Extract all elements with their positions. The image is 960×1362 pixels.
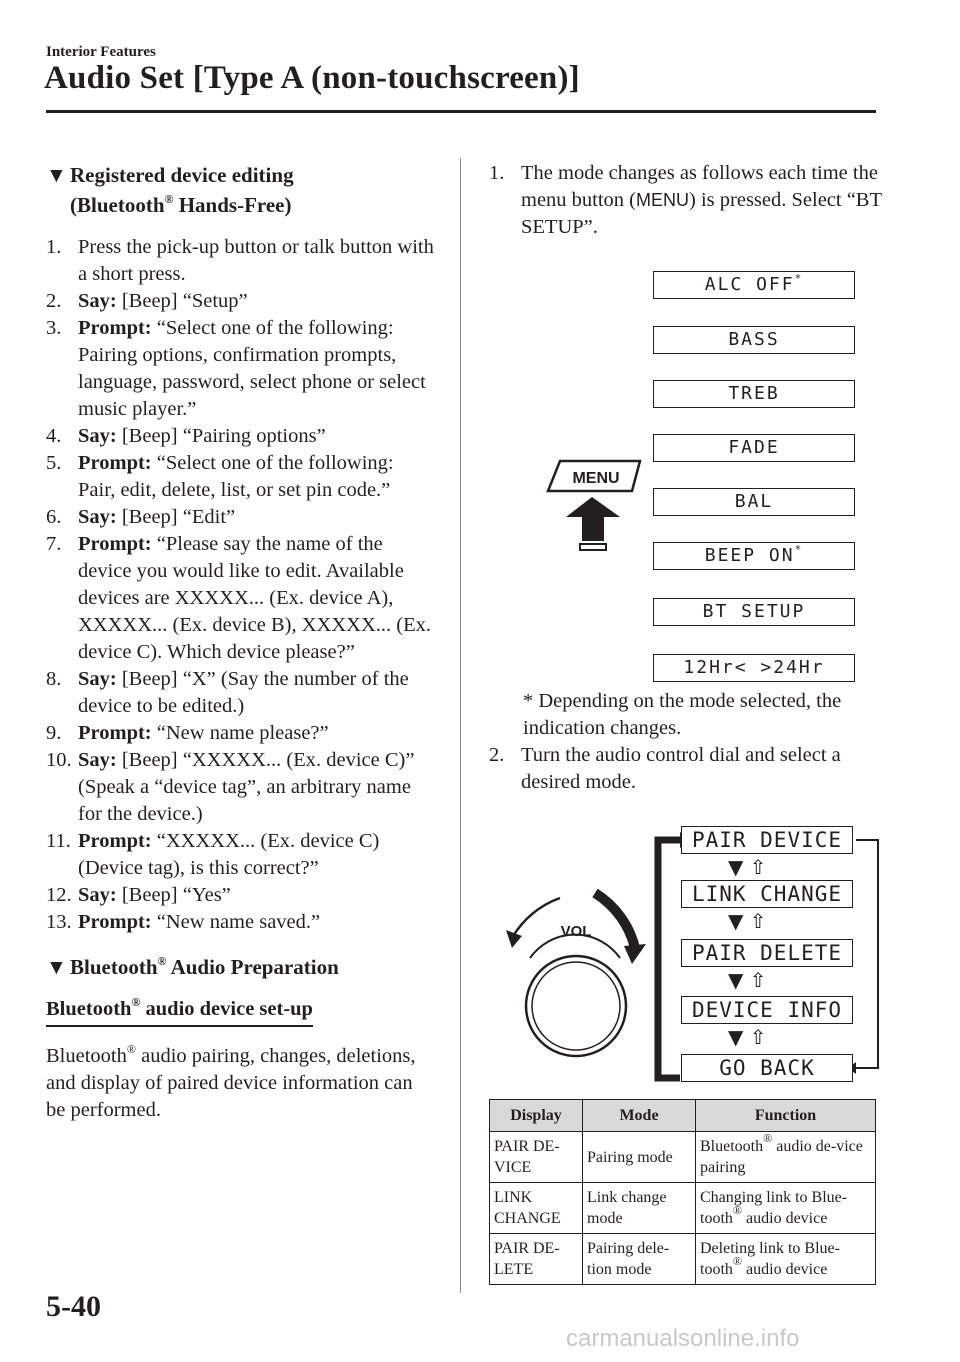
mode-step-arrows-icon: ▼ ⇧ (728, 1025, 767, 1049)
step-item: 2. Say: [Beep] “Setup” (46, 290, 248, 312)
step-item: 1. Press the pick-up button or talk button with a short press. (46, 236, 434, 285)
triangle-icon: ▼ (46, 955, 67, 979)
mode-step-arrows-icon: ▼ ⇧ (728, 968, 767, 992)
table-cell: PAIR DE-VICE (490, 1132, 583, 1183)
step-item: 5. Prompt: “Select one of the following: Pair, edit, delete, list, or set pin code.” (46, 452, 394, 501)
column-divider (460, 158, 461, 1293)
up-arrow-icon (566, 497, 620, 541)
section-heading-audio-preparation: ▼ Bluetooth® Audio Preparation (46, 952, 436, 982)
section-heading-registered-device: ▼ Registered device editing (Bluetooth® Hands-Free) (46, 160, 436, 220)
table-cell: Link change mode (583, 1183, 696, 1234)
table-cell: LINK CHANGE (490, 1183, 583, 1234)
mode-step-arrows-icon: ▼ ⇧ (728, 855, 767, 879)
table-row (490, 1234, 876, 1285)
table-row (490, 1183, 876, 1234)
mode-item: LINK CHANGE (681, 880, 853, 908)
subheading-device-setup: Bluetooth® audio device set-up (46, 996, 313, 1027)
mode-item: PAIR DELETE (681, 939, 853, 967)
mode-item: DEVICE INFO (681, 996, 853, 1024)
table-header-mode: Mode (583, 1100, 696, 1132)
footnote: * Depending on the mode selected, the indication changes. (523, 690, 842, 739)
step-item: 11. Prompt: “XXXXX... (Ex. device C) (Device tag), is this correct?” (46, 830, 380, 879)
rotate-left-arrow-icon (512, 898, 560, 938)
menu-mode-item: BAL (653, 488, 855, 516)
menu-mode-item: ALC OFF* (653, 271, 855, 299)
step-item: 6. Say: [Beep] “Edit” (46, 506, 236, 528)
left-column (46, 160, 436, 1124)
page-title: Audio Set [Type A (non-touchscreen)] (44, 60, 580, 96)
menu-button-illustration (540, 455, 650, 555)
table-cell: Changing link to Blue-tooth® audio device (696, 1183, 876, 1234)
table-header-function: Function (696, 1100, 876, 1132)
step-item: 12. Say: [Beep] “Yes” (46, 884, 231, 906)
step-item: 8. Say: [Beep] “X” (Say the number of the device to be edited.) (46, 668, 409, 717)
mode-item: PAIR DEVICE (681, 826, 853, 854)
table-row (490, 1132, 876, 1183)
step-item: 10. Say: [Beep] “XXXXX... (Ex. device C)” (Speak a “device tag”, an arbitrary name for the device.) (46, 749, 415, 825)
table-header-display: Display (490, 1100, 583, 1132)
right-step-1: 1. The mode changes as follows each time the menu button (MENU) is pressed. Select “BT SETUP”. (489, 162, 882, 238)
intro-paragraph: Bluetooth® audio pairing, changes, deletions, and display of paired device information can be performed. (46, 1042, 416, 1121)
table-cell: Pairing mode (583, 1132, 696, 1183)
title-rule (46, 110, 876, 113)
menu-mode-item: TREB (653, 380, 855, 408)
right-step-2: 2. Turn the audio control dial and select a desired mode. (489, 744, 841, 793)
mode-function-table (489, 1099, 876, 1285)
mode-step-arrows-icon: ▼ ⇧ (728, 909, 767, 933)
menu-mode-item: BASS (653, 326, 855, 354)
table-cell: PAIR DE-LETE (490, 1234, 583, 1285)
vol-label: VOL (560, 923, 592, 940)
section-kicker: Interior Features (46, 44, 156, 60)
table-cell: Pairing dele-tion mode (583, 1234, 696, 1285)
step-item: 9. Prompt: “New name please?” (46, 722, 329, 744)
table-cell: Deleting link to Blue-tooth® audio device (696, 1234, 876, 1285)
menu-mode-item: 12Hr< >24Hr (653, 654, 855, 682)
table-cell: Bluetooth® audio de-vice pairing (696, 1132, 876, 1183)
menu-button-label: MENU (572, 470, 620, 487)
volume-dial-knob (526, 956, 626, 1056)
menu-mode-item: BEEP ON* (653, 542, 855, 570)
step-item: 7. Prompt: “Please say the name of the device you would like to edit. Available devices are XXXXX... (Ex. device A), XXXXX... (Ex. device B), XXXXX... (Ex. device C). Which device please?” (46, 533, 431, 663)
menu-mode-item: FADE (653, 434, 855, 462)
step-item: 3. Prompt: “Select one of the following: Pairing options, confirmation prompts, language, password, select phone or select music player.” (46, 317, 426, 420)
rotate-right-arrow-icon (595, 893, 635, 948)
step-list (46, 234, 436, 936)
watermark: carmanualsonline.info (566, 1325, 800, 1352)
step-item: 13. Prompt: “New name saved.” (46, 911, 321, 933)
menu-mode-item: BT SETUP (653, 598, 855, 626)
triangle-icon: ▼ (46, 163, 67, 187)
mode-item: GO BACK (681, 1054, 853, 1082)
step-item: 4. Say: [Beep] “Pairing options” (46, 425, 326, 447)
page-number: 5-40 (46, 1290, 101, 1323)
volume-dial-illustration (500, 878, 650, 1078)
